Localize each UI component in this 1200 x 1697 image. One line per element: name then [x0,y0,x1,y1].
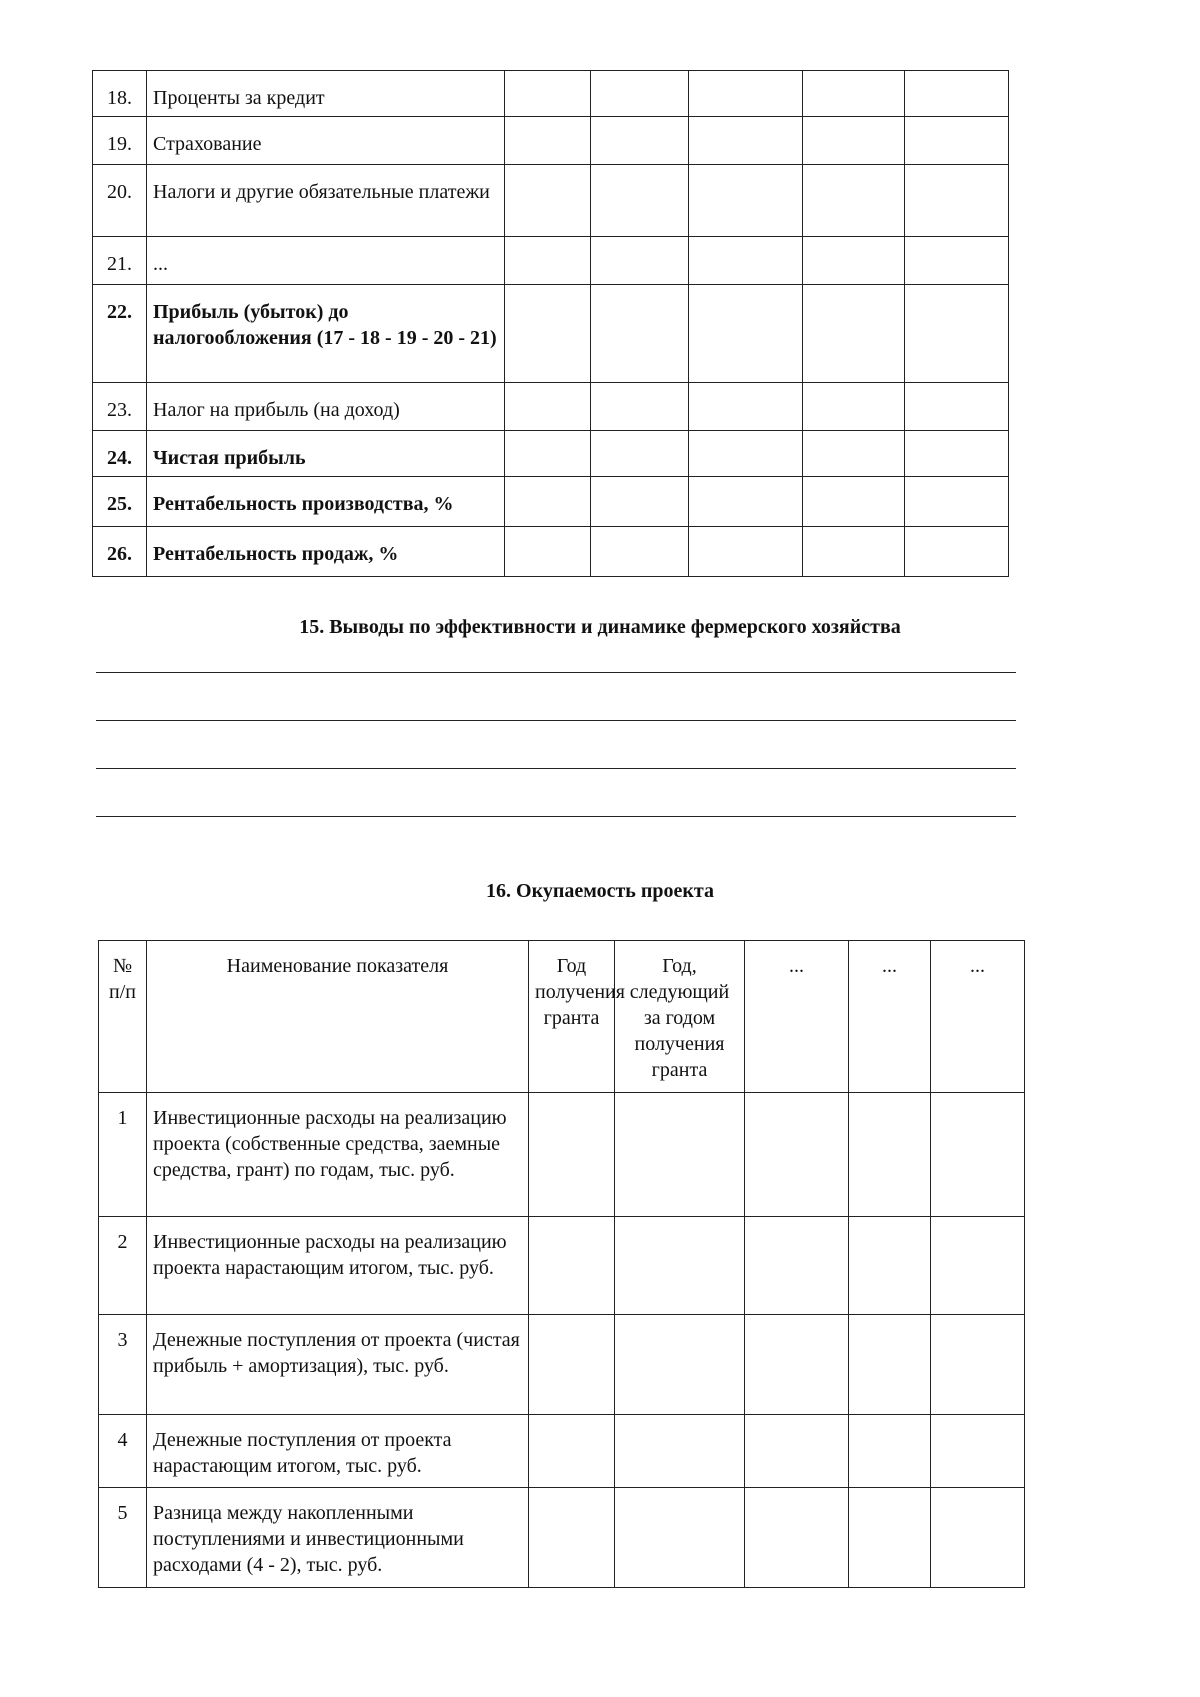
empty-cell[interactable] [849,1315,931,1415]
table-row [99,1488,1025,1588]
empty-cell[interactable] [905,477,1009,527]
table-row [99,1315,1025,1415]
row-label: ... [147,237,505,285]
header-ellipsis: ... [931,941,1025,1093]
empty-cell[interactable] [803,165,905,237]
empty-cell[interactable] [931,1093,1025,1217]
table-row [93,477,1009,527]
row-label: Разница между накопленными поступлениями и инвестиционными расходами (4 - 2), тыс. руб. [147,1488,529,1588]
row-label: Проценты за кредит [147,71,505,117]
empty-cell[interactable] [505,477,591,527]
header-number: № п/п [99,941,147,1093]
row-label: Страхование [147,117,505,165]
empty-cell[interactable] [931,1217,1025,1315]
empty-cell[interactable] [689,165,803,237]
empty-cell[interactable] [849,1217,931,1315]
empty-cell[interactable] [615,1315,745,1415]
empty-cell[interactable] [505,383,591,431]
empty-cell[interactable] [689,527,803,577]
row-number: 25. [93,477,147,527]
answer-line[interactable] [96,768,1016,769]
row-number: 4 [99,1415,147,1488]
empty-cell[interactable] [615,1093,745,1217]
empty-cell[interactable] [591,165,689,237]
empty-cell[interactable] [849,1488,931,1588]
financial-results-table [92,70,1009,577]
empty-cell[interactable] [905,71,1009,117]
empty-cell[interactable] [905,431,1009,477]
row-number: 1 [99,1093,147,1217]
table-row [93,237,1009,285]
empty-cell[interactable] [745,1093,849,1217]
empty-cell[interactable] [615,1415,745,1488]
empty-cell[interactable] [803,285,905,383]
empty-cell[interactable] [529,1315,615,1415]
row-number: 5 [99,1488,147,1588]
empty-cell[interactable] [591,285,689,383]
empty-cell[interactable] [689,431,803,477]
empty-cell[interactable] [803,431,905,477]
empty-cell[interactable] [905,285,1009,383]
empty-cell[interactable] [931,1415,1025,1488]
empty-cell[interactable] [505,285,591,383]
header-next-year: Год, следующий за годом получения гранта [615,941,745,1093]
table-row [93,71,1009,117]
empty-cell[interactable] [615,1488,745,1588]
empty-cell[interactable] [745,1415,849,1488]
empty-cell[interactable] [803,477,905,527]
row-number: 3 [99,1315,147,1415]
empty-cell[interactable] [905,165,1009,237]
header-ellipsis: ... [849,941,931,1093]
row-number: 26. [93,527,147,577]
empty-cell[interactable] [803,71,905,117]
answer-line[interactable] [96,720,1016,721]
empty-cell[interactable] [689,383,803,431]
empty-cell[interactable] [591,477,689,527]
header-indicator: Наименование показателя [147,941,529,1093]
table-row [93,117,1009,165]
table-row [99,1217,1025,1315]
table-row [93,165,1009,237]
answer-line[interactable] [96,672,1016,673]
row-number: 19. [93,117,147,165]
empty-cell[interactable] [529,1415,615,1488]
row-label: Инвестиционные расходы на реализацию проекта нарастающим итогом, тыс. руб. [147,1217,529,1315]
empty-cell[interactable] [529,1217,615,1315]
empty-cell[interactable] [905,383,1009,431]
empty-cell[interactable] [505,237,591,285]
empty-cell[interactable] [689,237,803,285]
section-15-title: 15. Выводы по эффективности и динамике фермерского хозяйства [299,616,901,638]
empty-cell[interactable] [615,1217,745,1315]
empty-cell[interactable] [689,477,803,527]
table-row [93,285,1009,383]
empty-cell[interactable] [803,383,905,431]
empty-cell[interactable] [591,431,689,477]
empty-cell[interactable] [505,117,591,165]
row-number: 20. [93,165,147,237]
empty-cell[interactable] [529,1488,615,1588]
row-label: Денежные поступления от проекта нарастающим итогом, тыс. руб. [147,1415,529,1488]
empty-cell[interactable] [931,1315,1025,1415]
empty-cell[interactable] [505,431,591,477]
row-number: 24. [93,431,147,477]
row-number: 21. [93,237,147,285]
empty-cell[interactable] [745,1315,849,1415]
row-label: Рентабельность производства, % [147,477,505,527]
table-row [93,383,1009,431]
row-label: Инвестиционные расходы на реализацию проекта (собственные средства, заемные средства, грант) по годам, тыс. руб. [147,1093,529,1217]
empty-cell[interactable] [849,1415,931,1488]
empty-cell[interactable] [505,165,591,237]
empty-cell[interactable] [849,1093,931,1217]
table-header-row [99,941,1025,1093]
empty-cell[interactable] [803,117,905,165]
empty-cell[interactable] [931,1488,1025,1588]
table-row [99,1093,1025,1217]
row-label: Налоги и другие обязательные платежи [147,165,505,237]
empty-cell[interactable] [905,237,1009,285]
empty-cell[interactable] [803,237,905,285]
answer-line[interactable] [96,816,1016,817]
header-ellipsis: ... [745,941,849,1093]
table-row [93,431,1009,477]
row-label: Прибыль (убыток) до налогообложения (17 - 18 - 19 - 20 - 21) [147,285,505,383]
table-row [93,527,1009,577]
row-label: Налог на прибыль (на доход) [147,383,505,431]
payback-table [98,940,1025,1588]
empty-cell[interactable] [505,71,591,117]
table-row [99,1415,1025,1488]
empty-cell[interactable] [591,383,689,431]
empty-cell[interactable] [745,1488,849,1588]
empty-cell[interactable] [505,527,591,577]
empty-cell[interactable] [745,1217,849,1315]
empty-cell[interactable] [803,527,905,577]
empty-cell[interactable] [591,527,689,577]
empty-cell[interactable] [591,71,689,117]
empty-cell[interactable] [689,285,803,383]
row-label: Денежные поступления от проекта (чистая прибыль + амортизация), тыс. руб. [147,1315,529,1415]
row-label: Рентабельность продаж, % [147,527,505,577]
header-grant-year: Год получения гранта [529,941,615,1093]
empty-cell[interactable] [905,527,1009,577]
empty-cell[interactable] [689,117,803,165]
empty-cell[interactable] [689,71,803,117]
empty-cell[interactable] [529,1093,615,1217]
row-number: 22. [93,285,147,383]
section-16-title: 16. Окупаемость проекта [486,880,714,902]
row-number: 18. [93,71,147,117]
row-label: Чистая прибыль [147,431,505,477]
empty-cell[interactable] [591,117,689,165]
row-number: 23. [93,383,147,431]
empty-cell[interactable] [905,117,1009,165]
empty-cell[interactable] [591,237,689,285]
row-number: 2 [99,1217,147,1315]
